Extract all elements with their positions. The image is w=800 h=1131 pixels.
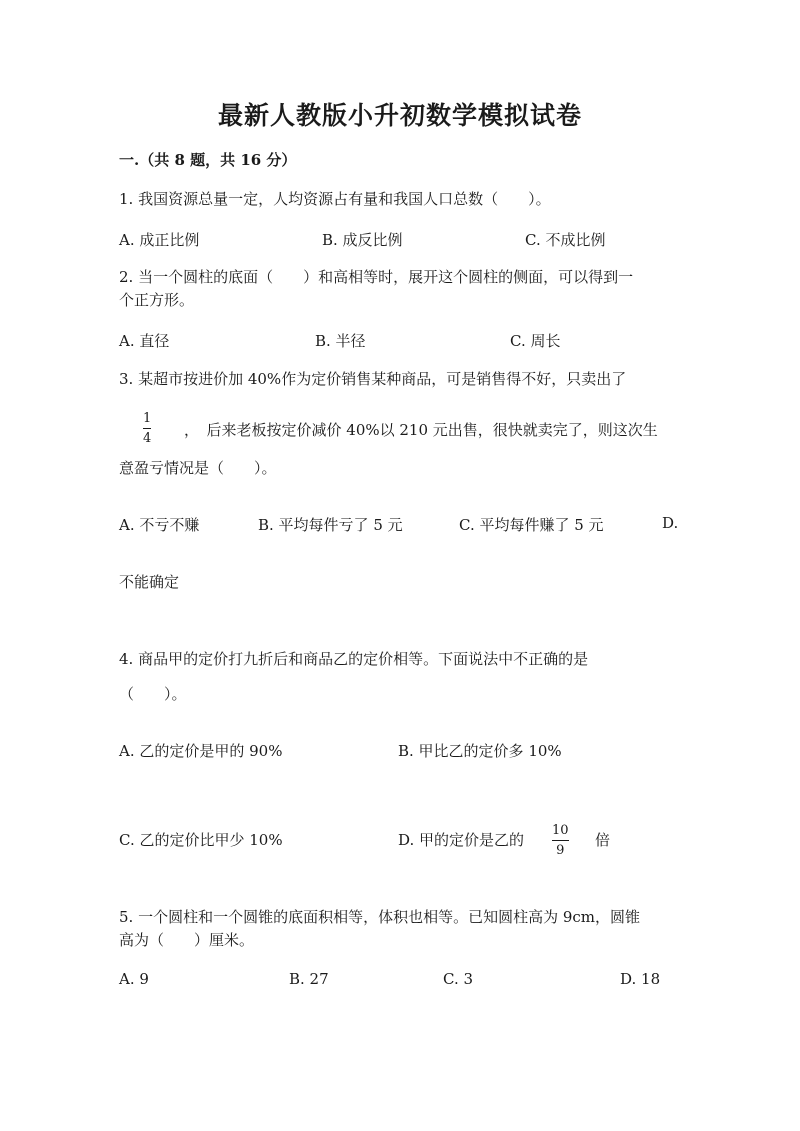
question-stem-line-1: 5. 一个圆柱和一个圆锥的底面积相等，体积也相等。已知圆柱高为 9cm，圆锥 bbox=[119, 908, 641, 926]
option-d-suffix: 倍 bbox=[595, 831, 611, 849]
section-heading: 一.（共 8 题，共 16 分） bbox=[119, 151, 297, 169]
question-stem-line-2: 个正方形。 bbox=[119, 291, 195, 309]
option-b: B. 甲比乙的定价多 10% bbox=[398, 742, 562, 760]
option-c: C. 平均每件赚了 5 元 bbox=[459, 516, 604, 534]
question-stem-line-2: 高为（ ）厘米。 bbox=[119, 931, 255, 949]
fraction-denominator: 9 bbox=[556, 843, 565, 858]
option-d-continued: 不能确定 bbox=[119, 573, 180, 591]
option-d: D. 18 bbox=[620, 970, 661, 988]
fraction-bar bbox=[143, 428, 151, 429]
fraction-ten-ninths bbox=[552, 823, 569, 858]
option-b: B. 成反比例 bbox=[322, 231, 403, 249]
fraction-numerator: 1 bbox=[143, 411, 152, 426]
option-c: C. 3 bbox=[443, 970, 474, 988]
question-stem-line-3: 意盈亏情况是（ ）。 bbox=[119, 459, 277, 477]
question-stem-line-1: 3. 某超市按进价加 40%作为定价销售某种商品，可是销售得不好，只卖出了 bbox=[119, 370, 627, 388]
question-stem-line-1: 4. 商品甲的定价打九折后和商品乙的定价相等。下面说法中不正确的是 bbox=[119, 650, 589, 668]
fraction-denominator: 4 bbox=[143, 431, 152, 446]
fraction-bar bbox=[552, 840, 569, 841]
option-c: C. 不成比例 bbox=[525, 231, 606, 249]
option-a: A. 乙的定价是甲的 90% bbox=[119, 742, 283, 760]
option-b: B. 平均每件亏了 5 元 bbox=[258, 516, 403, 534]
question-stem-line-2: ， 后来老板按定价减价 40%以 210 元出售，很快就卖完了，则这次生 bbox=[184, 421, 658, 439]
question-stem: 1. 我国资源总量一定，人均资源占有量和我国人口总数（ ）。 bbox=[119, 190, 551, 208]
option-b: B. 27 bbox=[289, 970, 329, 988]
option-b: B. 半径 bbox=[315, 332, 366, 350]
option-d: D. 甲的定价是乙的 bbox=[398, 831, 525, 849]
question-stem-line-2: （ ）。 bbox=[119, 685, 187, 703]
fraction-one-quarter bbox=[143, 411, 151, 446]
option-c: C. 周长 bbox=[510, 332, 561, 350]
option-a: A. 直径 bbox=[119, 332, 170, 350]
fraction-numerator: 10 bbox=[552, 823, 569, 838]
page-title: 最新人教版小升初数学模拟试卷 bbox=[217, 101, 582, 130]
option-a: A. 成正比例 bbox=[119, 231, 200, 249]
option-c: C. 乙的定价比甲少 10% bbox=[119, 831, 283, 849]
option-d: D. bbox=[662, 514, 679, 532]
option-a: A. 不亏不赚 bbox=[119, 516, 200, 534]
option-a: A. 9 bbox=[119, 970, 149, 988]
question-stem-line-1: 2. 当一个圆柱的底面（ ）和高相等时，展开这个圆柱的侧面，可以得到一 bbox=[119, 268, 634, 286]
